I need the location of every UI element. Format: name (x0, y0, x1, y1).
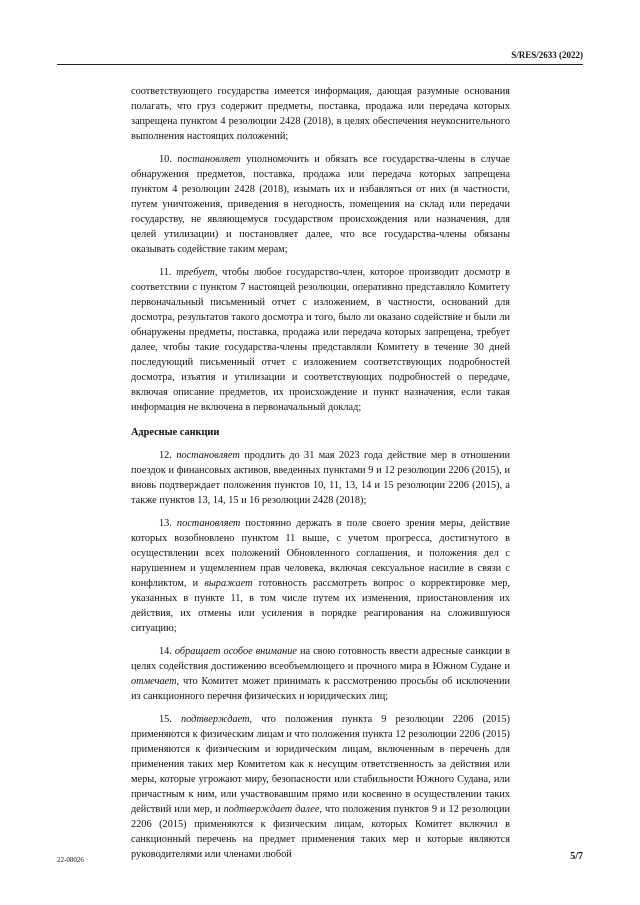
paragraph-number: 11. (159, 267, 172, 278)
operative-verb: подтверждает (180, 714, 250, 725)
paragraph-12: 12. постановляет продлить до 31 мая 2023 года действие мер в отношении поездок и финансовых активов, введенных пунктами 9 и 12 резолюции 2206 (2015), и вновь подтверждает положения пунктов 10, 11, 13, 14 и 15 резолюции 2206 (2015), а также пунктов 13, 14, 15 и 16 резолюции 2428 (2018); (131, 450, 510, 506)
document-symbol: S/RES/2633 (2022) (511, 50, 583, 60)
paragraph-number: 10. (159, 154, 172, 165)
document-number: 22-08026 (57, 856, 84, 864)
paragraph-10: 10. постановляет уполномочить и обязать все государства-члены в случае обнаружения предметов, поставка, продажа или передача которых запрещена пунктом 4 резолюции 2428 (2018), изымать их и избавляться от них (в частности, путем уничтожения, приведения в негодность, помещения на склад или передачи государству, не являющемуся государством происхождения или назначения, для целей утилизации) и постановляет далее, что все государства-члены обязаны оказывать содействие таким мерам; (131, 154, 511, 255)
header-rule (57, 64, 583, 65)
operative-verb: подтверждает далее (223, 804, 320, 815)
operative-verb: постановляет (176, 518, 241, 529)
document-body (131, 84, 510, 862)
operative-verb: отмечает (131, 676, 177, 687)
page-number: 5/7 (570, 851, 583, 862)
operative-verb: постановляет (177, 154, 241, 165)
paragraph-14: 14. обращает особое внимание на свою готовность ввести адресные санкции в целях содействия достижению всеобъемлющего и прочного мира в Южном Судане и отмечает, что Комитет может принимать к рассмотрению просьбы об исключении из санкционного перечня физических и юридических лиц; (131, 646, 510, 702)
paragraph-15: 15. подтверждает, что положения пункта 9 резолюции 2206 (2015) применяются к физическим лицам и что положения пункта 12 резолюции 2206 (2015) применяются к физическим и юридическим лицам, включенным в перечень для применения таких мер Комитетом как к несущим ответственность за действия или меры, которые угрожают миру, безопасности или стабильности Южного Судана, или причастным к ним, или участвовавшим прямо или косвенно в осуществлении таких действий или мер, и подтверждает далее, что положения пунктов 9 и 12 резолюции 2206 (2015) применяются к физическим лицам, которых Комитет включил в санкционный перечень на предмет применения таких мер и которые являются руководителями или членами любой (131, 714, 511, 860)
section-heading: Адресные санкции (131, 427, 220, 438)
paragraph-13: 13. постановляет постоянно держать в поле своего зрения меры, действие которых возобновлено пунктом 11 выше, с учетом прогресса, достигнутого в осуществлении всех положений Обновленного соглашения, и положения дел с нарушением и ущемлением прав человека, включая сексуальное насилие в связи с конфликтом, и выражает готовность рассмотреть вопрос о корректировке мер, указанных в пункте 11, в том числе путем их изменения, приостановления их действия, их отмены или усиления в порядке реагирования на сложившуюся ситуацию; (131, 518, 511, 634)
operative-verb: постановляет (176, 450, 240, 461)
operative-verb: обращает особое внимание (174, 646, 297, 657)
paragraph-number: 13. (159, 518, 172, 529)
operative-verb: требует (176, 267, 215, 278)
paragraph-continuation: соответствующего государства имеется информация, дающая разумные основания полагать, что груз содержит предметы, поставка, продажа или передача которых запрещена пунктом 4 резолюции 2428 (2018), в целях обеспечения неукоснительного выполнения настоящих положений; (131, 86, 510, 142)
paragraph-number: 14. (159, 646, 172, 657)
paragraph-number: 12. (159, 450, 172, 461)
paragraph-11: 11. требует, чтобы любое государство-член, которое производит досмотр в соответствии с пунктом 7 настоящей резолюции, оперативно представляло Комитету первоначальный письменный отчет с изложением, в частности, оснований для досмотра, результатов такого досмотра и того, было ли оказано содействие и были ли обнаружены предметы, поставка, продажа или передача которых запрещена, требует далее, чтобы такие государства-члены представляли Комитету в течение 30 дней последующий письменный отчет с изложением соответствующих подробностей досмотра, изъятия и утилизации и соответствующих подробностей о передаче, включая описание предметов, их происхождение и пункт назначения, если такая информация не включена в первоначальный доклад; (131, 267, 511, 413)
paragraph-number: 15. (159, 714, 172, 725)
operative-verb: выражает (204, 578, 253, 589)
